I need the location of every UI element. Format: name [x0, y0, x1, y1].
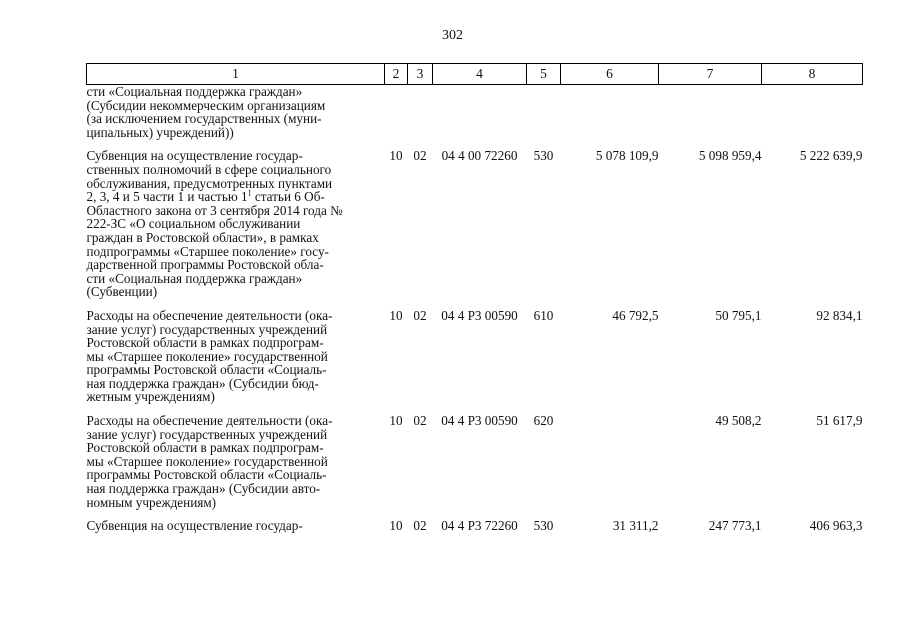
desc-line: жетным учреждениям): [86, 389, 215, 405]
desc-line: программы Ростовской области «Социаль-: [86, 467, 327, 483]
expense-type-code: [527, 85, 561, 150]
amount-col-6: [561, 414, 659, 519]
row-description: [87, 309, 385, 414]
header-col-1: 1: [87, 64, 385, 85]
desc-line: зание услуг) государственных учреждений: [86, 321, 328, 337]
header-col-7: 7: [659, 64, 762, 85]
subsection-code: 02: [413, 413, 427, 429]
desc-line: Субвенция на осуществление государ-: [86, 518, 303, 534]
desc-line: (за исключением государственных (муни-: [86, 111, 322, 127]
desc-line: Субвенция на осуществление государ-: [86, 148, 303, 164]
desc-line: [87, 190, 385, 204]
amount-col-6: [561, 85, 659, 150]
desc-line: зание услуг) государственных учреждений: [86, 426, 328, 442]
expense-type-code: 620: [533, 413, 554, 429]
table-row: [87, 414, 863, 519]
amount-col-7: 50 795,1: [715, 307, 762, 323]
desc-line: Ростовской области в рамках подпрограм-: [86, 440, 324, 456]
desc-line: граждан в Ростовской области», в рамках: [86, 229, 319, 245]
table-row: [87, 85, 863, 150]
section-code: 10: [389, 413, 403, 429]
desc-line: дарственной программы Ростовской обла-: [86, 257, 324, 273]
desc-line: программы Ростовской области «Социаль-: [86, 362, 327, 378]
desc-line-text: 2, 3, 4 и 5 части 1 и частью 1: [86, 189, 248, 205]
budget-table: [86, 63, 863, 533]
target-article-code: [433, 85, 527, 150]
desc-line: Расходы на обеспечение деятельности (ока-: [86, 413, 333, 429]
header-col-8: 8: [762, 64, 863, 85]
table-row: [87, 149, 863, 309]
row-description: [87, 149, 385, 309]
desc-line: ная поддержка граждан» (Субсидии бюд-: [86, 375, 319, 391]
desc-line: ципальных) учреждений)): [86, 124, 234, 140]
subsection-code: 02: [413, 518, 427, 534]
desc-line: номным учреждениям): [86, 494, 217, 510]
expense-type-code: 530: [533, 148, 554, 164]
section-code: 10: [389, 307, 403, 323]
table-row: [87, 519, 863, 533]
target-article-code: 04 4 P3 72260: [441, 518, 518, 534]
amount-col-8: 5 222 639,9: [799, 148, 863, 164]
amount-col-7: 49 508,2: [715, 413, 762, 429]
desc-line: 222-ЗС «О социальном обслуживании: [86, 216, 301, 232]
amount-col-7: [659, 85, 762, 150]
desc-line: ная поддержка граждан» (Субсидии авто-: [86, 481, 321, 497]
expense-type-code: 530: [533, 518, 554, 534]
amount-col-6: 46 792,5: [612, 307, 659, 323]
subsection-code: [408, 85, 433, 150]
table-row: [87, 309, 863, 414]
target-article-code: 04 4 00 72260: [441, 148, 518, 164]
desc-line: обслуживания, предусмотренных пунктами: [86, 175, 333, 191]
amount-col-8: 406 963,3: [809, 518, 863, 534]
page-number: 302: [442, 28, 463, 43]
amount-col-6: 31 311,2: [612, 518, 659, 534]
header-col-5: 5: [527, 64, 561, 85]
subsection-code: 02: [413, 307, 427, 323]
desc-line: (Субсидии некоммерческим организациям: [86, 97, 326, 113]
superscript: 1: [247, 188, 252, 198]
header-col-4: 4: [433, 64, 527, 85]
desc-line: мы «Старшее поколение» государственной: [86, 348, 328, 364]
target-article-code: 04 4 P3 00590: [441, 307, 518, 323]
amount-col-7: 247 773,1: [708, 518, 762, 534]
row-description: [87, 85, 385, 150]
subsection-code: 02: [413, 148, 427, 164]
desc-line: сти «Социальная поддержка граждан»: [86, 84, 303, 99]
desc-line: (Субвенции): [86, 284, 158, 300]
amount-col-6: 5 078 109,9: [595, 148, 659, 164]
amount-col-8: 51 617,9: [816, 413, 863, 429]
table-header-row: [87, 64, 863, 85]
desc-line: сти «Социальная поддержка граждан»: [86, 270, 303, 286]
section-code: 10: [389, 518, 403, 534]
desc-line: подпрограммы «Старшее поколение» госу-: [86, 243, 329, 259]
amount-col-8: [762, 85, 863, 150]
target-article-code: 04 4 P3 00590: [441, 413, 518, 429]
amount-col-8: 92 834,1: [816, 307, 863, 323]
desc-line: ственных полномочий в сфере социального: [86, 161, 332, 177]
section-code: 10: [389, 148, 403, 164]
desc-line-tail: статьи 6 Об-: [251, 189, 325, 205]
desc-line: мы «Старшее поколение» государственной: [86, 453, 328, 469]
row-description: [87, 414, 385, 519]
header-col-6: 6: [561, 64, 659, 85]
header-col-3: 3: [408, 64, 433, 85]
desc-line: Ростовской области в рамках подпрограм-: [86, 335, 324, 351]
section-code: [385, 85, 408, 150]
desc-line: Расходы на обеспечение деятельности (ока-: [86, 307, 333, 323]
amount-col-7: 5 098 959,4: [698, 148, 762, 164]
expense-type-code: 610: [533, 307, 554, 323]
header-col-2: 2: [385, 64, 408, 85]
row-description: [87, 519, 385, 533]
desc-line: Областного закона от 3 сентября 2014 года №: [86, 202, 343, 218]
